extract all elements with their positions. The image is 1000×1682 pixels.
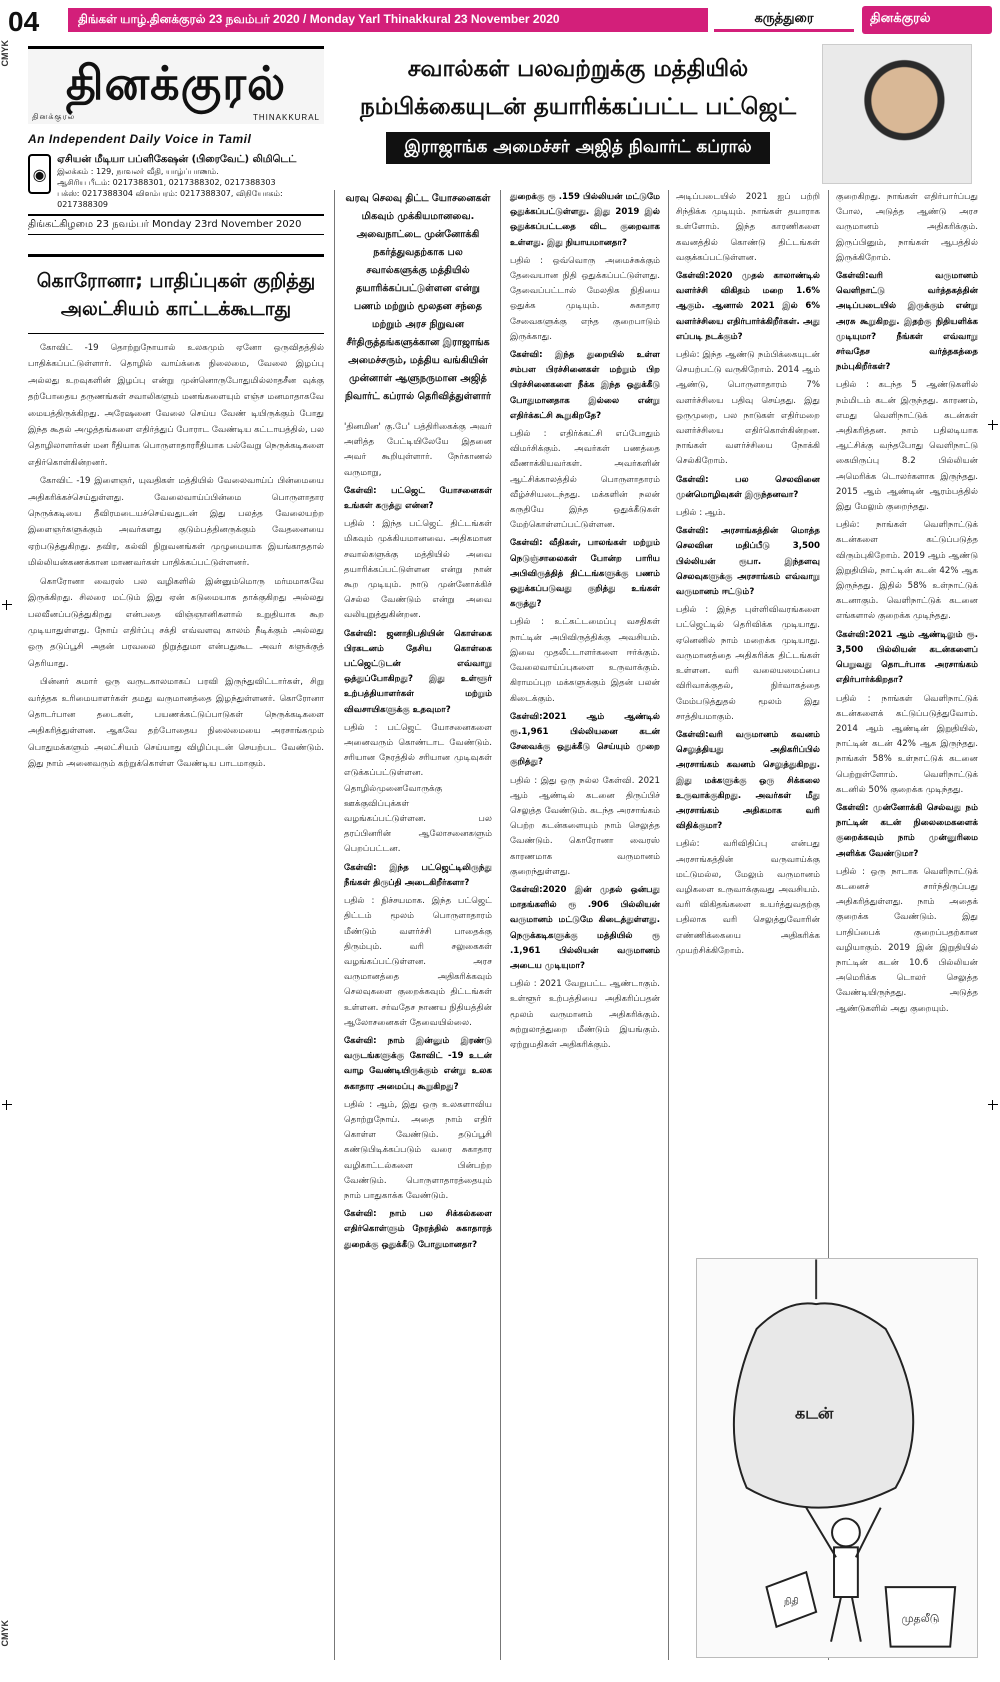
feature-paragraph: பதில் : உட்கட்டமைப்பு வசதிகள் நாட்டின் அபிவிருத்திக்கு அவசியம். இவை முதலீட்டாளர்களை ஈர்க்கும். வேலைவாய்ப்புகளை உருவாக்கும். கிராமப்புற மக்களுக்கும் இதன் பலன் கிடைக்கும். bbox=[510, 617, 660, 704]
masthead-title-latin: THINAKKURAL bbox=[252, 113, 320, 122]
editorial-body bbox=[28, 340, 324, 773]
tagline: An Independent Daily Voice in Tamil bbox=[28, 132, 252, 146]
feature-headline-line1: சவால்கள் பலவற்றுக்கு மத்தியில் bbox=[407, 56, 749, 82]
editorial-paragraph: கோவிட் -19 தொற்றுநோயால் உலகமும் ஏனோ ஒருவிதத்தில் பாதிக்கப்பட்டுள்ளார். தொழில் வாய்க்கை நிலைமை, வேலை இழப்பு அல்லது உறவுகளின் இழப்பு என்று முன்னொருபோதுமில்லாதசீன வுக்கு தற்போதைய தருணங்கள் சவாலிகளும் மனங்களையும் எஞ்ச மனமாதாகவே மையத்திருக்கிறது. அரேஷனை வேலை செய்ய வேண் டியிருக்கும் போது இந்த கூதல் அழுத்தங்களை எதிர்த்துப் போராட வேண்டிய கட்டாயத்தில், பல தொழிலாளர்கள் மன ரீதியாக பொருளாதாரரீதியாக பல்வேறு நெருக்கடிகளை எதிர்கொள்கின்றனர். bbox=[28, 343, 324, 468]
publisher-phone: ஆசிரிய பீடம்: 0217388301, 0217388302, 0217388303 bbox=[57, 178, 276, 187]
feature-question: கேள்வி:2020 இன் முதல் ஒன்பது மாதங்களில் ரூ .906 பில்லியன் வருமானம் மட்டுமே கிடைத்துள்ளது. நெருக்கடிகளுக்கு மத்தியில் ரூ .1,961 பில்லியன் வருமானம் அடைய முடியுமா? bbox=[510, 884, 660, 971]
cartoon-box-label: முதலீடு bbox=[901, 1611, 940, 1625]
publisher-address: இலக்கம் : 129, நாவலர் வீதி, யாழ்ப்பாணம். bbox=[57, 167, 219, 176]
feature-question: கேள்வி: வீதிகள், பாலங்கள் மற்றும் நெடுஞ்சாலைகள் போன்ற பாரிய அபிவிருத்தித் திட்டங்களுக்கு பணம் ஒதுக்கப்படுவது குறித்து உங்கள் கருத்து? bbox=[510, 538, 660, 610]
feature-question: கேள்வி:2021 ஆம் ஆண்டிலும் ரூ. 3,500 பில்லியன் கடன்களைப் பெறுவது தொடர்பாக அரசாங்கம் எதிர்பார்க்கிறதா? bbox=[836, 629, 978, 686]
feature-column-2 bbox=[510, 190, 660, 1056]
editorial-column bbox=[28, 254, 324, 775]
brand-logo: தினக்குரல் bbox=[862, 6, 992, 34]
feature-paragraph: குறைகிறது. நாங்கள் எதிர்பார்ப்பது போல, அடுத்த ஆண்டு அரச வருமானம் அதிகரிக்கும். இருப்பினும், நாங்கள் ஆபத்தில் இருக்கிறோம். bbox=[836, 192, 978, 263]
feature-paragraph: பதில் : கடந்த 5 ஆண்டுகளில் நம்மிடம் கடன் இருந்தது. காரணம், எமது வெளிநாட்டுக் கடன்கள் அதிகரித்தன. நாம் பதிலடியாக ஆட்சிக்கு வந்தபோது வெளிநாட்டு கையிருப்பு 8.2 பில்லியன் அமெரிக்க டொலர்களாக இருந்தது. 2015 ஆம் ஆண்டின் ஆரம்பத்தில் இது மேலும் குறைந்தது. bbox=[836, 380, 978, 513]
feature-question: கேள்வி:வரி வருமானம் வெளிநாட்டு வர்த்தகத்தின் அடிப்படையில் இருக்கும் என்று அரசு கூறுகிறது. இதற்கு நிதியளிக்க முடியுமா? நீங்கள் எவ்வாறு சர்வதேச வர்த்தகத்தை நம்புகிறீர்கள்? bbox=[836, 271, 978, 373]
feature-question: கேள்வி: பட்ஜெட் யோசனைகள் உங்கள் கருத்து என்ன? bbox=[344, 485, 492, 512]
editorial-paragraph: கோவிட் -19 இளைஞர், யுவதிகள் மத்தியில் வேலைவாய்ப் பின்மையை அதிகரிக்கச்செய்துள்ளது. வேலைவாய்ப்பின்மை பொருளாதார நெருக்கடியை தீவிரமடையச்செய்வதுடன் இது பலத்த வேலையற்ற இளைஞர்களுக்கும் அவர்களது குடும்பத்தினருக்கும் வேதனையை ஏற்படுத்துகிறது. தவிர, கல்வி நிறுவனங்கள் முழுமையாக இயங்காததால் மில்லியன்கணக்கான மாணவர்கள் பாதிக்கப்பட்டுள்ளனர். bbox=[28, 476, 324, 569]
cartoon-sack-label: கடன் bbox=[795, 1403, 834, 1423]
feature-question: கேள்வி:வரி வருமானம் கவனம் செலுத்தியது அதிகரிப்பில் அரசாங்கம் கவனம் செலுத்துகிறது. இது மக்களுக்கு ஒரு சிக்கலை உருவாக்குகிறது. அவர்கள் மீது அரசாங்கம் அதிகமாக வரி விதிக்குமா? bbox=[676, 729, 820, 832]
feature-question: கேள்வி: இந்த பட்ஜெட்டிலிருந்து நீங்கள் திருப்தி அடைகிறீர்களா? bbox=[344, 862, 492, 888]
feature-question: கேள்வி: பல செலவினை முன்மொழிவுகள் இருந்தனவா? bbox=[676, 474, 820, 500]
minister-photo bbox=[822, 44, 972, 184]
feature-paragraph: பதில் : எதிர்க்கட்சி எப்போதும் விமர்சிக்கும். அவர்கள் பணத்தை வீணாக்கியவர்கள். அவர்களின் ஆட்சிக்காலத்தில் பொருளாதாரம் வீழ்ச்சியடைந்தது. மக்களின் நலன் கருதியே இந்த ஒதுக்கீடுகள் மேற்கொள்ளப்பட்டுள்ளன. bbox=[510, 429, 660, 531]
registration-mark bbox=[2, 600, 12, 610]
editorial-headline: கொரோனா; பாதிப்புகள் குறித்து அலட்சியம் காட்டக்கூடாது bbox=[28, 254, 324, 334]
feature-headline-line2: நம்பிக்கையுடன் தயாரிக்கப்பட்ட பட்ஜெட் bbox=[359, 94, 797, 120]
masthead-title: தினக்குரல் bbox=[65, 56, 287, 110]
cmyk-mark-bottom: CMYK bbox=[0, 1620, 10, 1647]
masthead-date: திங்கட்கிழமை 23 நவம்பர் Monday 23rd November 2020 bbox=[28, 214, 324, 235]
date-line: திங்கள் யாழ்.தினக்குரல் 23 நவம்பர் 2020 / Monday Yarl Thinakkural 23 November 2020 bbox=[68, 8, 708, 32]
feature-paragraph: பதில் : இது ஒரு நல்ல கேள்வி. 2021 ஆம் ஆண்டில் கடனை திருப்பிச் செலுத்த வேண்டும். கடந்த அரசாங்கம் பெற்ற கடன்களையும் நாம் செலுத்த வேண்டும். கொரோனா வைரஸ் காரணமாக வருமானம் குறைந்துள்ளது. bbox=[510, 775, 660, 877]
editorial-paragraph: கொரோனா வைரஸ் பல வழிகளில் இன்னும்மொரு மர்மமாகவே இருக்கிறது. சிலரை மட்டும் இது ஏன் கடுமையாக தாக்குகிறது அல்லது பலவீனப்படுத்துகிறது என்பதை விஞ்ஞானிகளால் உறுதியாக கூற முடியாதுள்ளது. நோய் எதிர்ப்பு சக்தி எவ்வளவு காலம் நீடிக்கும் அல்லது ஒரு தடுப்பூசி அதன் பரவலை நிறுத்துமா என்பதுகூட அவர் களுக்குத் தெரியாது. bbox=[28, 576, 324, 669]
masthead-logo bbox=[28, 46, 324, 124]
feature-column-4 bbox=[836, 190, 978, 1020]
feature-paragraph: பதில்: இந்த ஆண்டு நம்பிக்கையுடன் செயற்பட்டு வருகிறோம். 2014 ஆம் ஆண்டு, பொருளாதாரம் 7% வளர்ச்சியை பதிவு செய்தது. இது ஒருமுறை, பல நாடுகள் எதிர்மறை வளர்ச்சியை எதிர்கொள்கின்றன. நாங்கள் வளர்ச்சியை நோக்கி செல்கிறோம். bbox=[676, 350, 820, 467]
feature-paragraph: பதில் : ஆம். bbox=[676, 508, 726, 519]
feature-paragraph: பதில் : நாங்கள் வெளிநாட்டுக் கடன்களைக் கட்டுப்படுத்துவோம். 2014 ஆம் ஆண்டின் இறுதியில், நாட்டின் கடன் 42% ஆக இருந்தது. நாங்கள் 58% உள்நாட்டுக் கடனை பெற்றுள்ளோம். வெளிநாட்டுக் கடனில் 50% குறைக்க முடிந்தது. bbox=[836, 693, 978, 795]
masthead bbox=[28, 46, 324, 235]
feature-paragraph: பதில் : இந்த புள்ளிவிவரங்களை பட்ஜெட்டில் தெரிவிக்க முடியாது. ஏனெனில் நாம் மறைக்க முடியாது. வருமானத்தை அதிகரிக்க திட்டங்கள் உள்ளன. வரி வலையமைப்பை விரிவாக்குதல், நிர்வாகத்தை மேம்படுத்துதல் மூலம் இது சாத்தியமாகும். bbox=[676, 605, 820, 722]
feature-paragraph: பதில்: வரிவிதிப்பு என்பது அரசாங்கத்தின் வருவாய்க்கு மட்டுமல்ல, மேலும் வருமானம் வழிகளை உருவாக்குவது அவசியம். வரி விகிதங்களை உயர்த்துவதற்கு பதிலாக வரி செலுத்துவோரின் எண்ணிக்கையை அதிகரிக்க முயற்சிக்கிறோம். bbox=[676, 839, 820, 956]
feature-question: கேள்வி:2020 முதல் காலாண்டில் வளர்ச்சி விகிதம் மறை 1.6% ஆகும். ஆனால் 2021 இல் 6% வளர்ச்சியை எதிர்பார்க்கிறீர்கள். அது எப்படி நடக்கும்? bbox=[676, 271, 820, 342]
feature-paragraph: பதில் : ஒவ்வொரு அமைச்சுக்கும் தேவையான நிதி ஒதுக்கப்பட்டுள்ளது. தேவைப்பட்டால் மேலதிக நிதியை ஒதுக்க முடியும். சுகாதார சேவைகளுக்கு எந்த குறைபாடும் இருக்காது. bbox=[510, 255, 660, 342]
feature-paragraph: 'தினமின' கு.பே' பத்திரிகைக்கு அவர் அளித்த பேட்டியிலேயே இதனை அவர் கூறியுள்ளார். நேர்காணல் வருமாறு, bbox=[344, 422, 492, 478]
feature-question: கேள்வி: நாம் பல சிக்கல்களை எதிர்கொள்ளும் நேரத்தில் சுகாதாரத் துறைக்கு ஒதுக்கீடு போதுமானதா? bbox=[344, 1209, 492, 1250]
column-divider bbox=[668, 190, 669, 1660]
cartoon-drawing bbox=[697, 1259, 977, 1657]
feature-question: கேள்வி: முன்னோக்கி செல்வது நம் நாட்டின் கடன் நிலைமைகளைக் குறைக்கவும் நாம் முன்னுரிமை அளிக்க வேண்டுமா? bbox=[836, 802, 978, 859]
registration-mark bbox=[988, 420, 998, 430]
page-header bbox=[0, 0, 1000, 40]
feature-paragraph: பதில்: நாங்கள் வெளிநாட்டுக் கடன்களை கட்டுப்படுத்த விரும்புகிறோம். 2019 ஆம் ஆண்டு இறுதியில், நாட்டின் கடன் 42% ஆக இருந்தது. இதில் 58% உள்நாட்டுக் கடனாகும். வெளிநாட்டுக் கடனை எங்களால் குறைக்க முடிந்தது. bbox=[836, 520, 978, 622]
publisher-block bbox=[28, 154, 324, 210]
feature-byline: இராஜாங்க அமைச்சர் அஜித் நிவார்ட் கப்ரால் bbox=[386, 132, 769, 164]
feature-question: கேள்வி: ஜனாதிபதியின் கொள்கை பிரகடனம் தேசிய கொள்கை பட்ஜெட்டுடன் எவ்வாறு ஒத்துப்போகிறது? இது உள்ளூர் உற்பத்தியாளர்கள் மற்றும் விவசாயிகளுக்கு உதவுமா? bbox=[344, 628, 492, 715]
publisher-name: ஏசியன் மீடியா பப்ளிகேஷன் (பிரைவேட்) லிமிடெட் bbox=[57, 154, 297, 165]
feature-paragraph: பதில் : ஆம், இது ஒரு உலகளாவிய தொற்றுநோய். அதை நாம் எதிர் கொள்ள வேண்டும். தடுப்பூசி கண்டுபிடிக்கப்படும் வரை சுகாதார வழிகாட்டல்களை பின்பற்ற வேண்டும். பொருளாதாரத்தையும் நாம் பாதுகாக்க வேண்டும். bbox=[344, 1099, 492, 1201]
feature-question: துறைக்கு ரூ .159 பில்லியன் மட்டுமே ஒதுக்கப்பட்டுள்ளது. இது 2019 இல் ஒதுக்கப்பட்டதை விட குறைவாக உள்ளது. இது நியாயமானதா? bbox=[510, 192, 660, 248]
editorial-paragraph: பின்னர் சுமார் ஒரு வருடகாலமாகப் பரவி இருந்துவிட்டார்கள், சிறு வர்த்தக உரிமையாளர்கள் தமது வருமானத்தை இழந்துள்ளனர். கொரோனா தொடர்பான தடைகள், பயணக்கட்டுப்பாடுகள் நெருக்கடிகளை அதிகரித்துள்ளன. ஆகவே தற்போதைய நிலைமையை அரசாங்கமும் பொதுமக்களும் அலட்சியம் செய்யாது விழிப்புடன் செயற்பட வேண்டும். இது நாம் அனைவரும் கற்றுக்கொள்ள வேண்டிய பாடமாகும். bbox=[28, 677, 324, 770]
feature-paragraph: பதில் : 2021 வேறுபட்ட ஆண்டாகும். உள்ளூர் உற்பத்தியை அதிகரிப்பதன் மூலம் வருமானம் அதிகரிக்கும். சுற்றுலாத்துறை மீண்டும் இயங்கும். ஏற்றுமதிகள் அதிகரிக்கும். bbox=[510, 979, 660, 1050]
feature-paragraph: பதில் : ஒரு நாடாக வெளிநாட்டுக் கடனைச் சார்ந்திருப்பது அதிகரித்துள்ளது. நாம் அதைக் குறைக்க வேண்டும். இது பாதிப்பைக் குறைப்பதற்கான வழியாகும். 2019 இன் இறுதியில் நாட்டின் கடன் 10.6 பில்லியன் அமெரிக்க டொலர் செலுத்த வேண்டியிருந்தது. அடுத்த ஆண்டுகளில் அது குறையும். bbox=[836, 866, 978, 1014]
column-divider bbox=[500, 190, 501, 1660]
feature-headline-block bbox=[344, 50, 812, 164]
page-number: 04 bbox=[8, 6, 40, 37]
publisher-logo-icon: ◉ bbox=[28, 154, 51, 194]
editorial-cartoon bbox=[696, 1258, 978, 1658]
registration-mark bbox=[988, 1100, 998, 1110]
feature-question: கேள்வி: நாம் இன்னும் இரண்டு வருடங்களுக்கு கோவிட் -19 உடன் வாழ வேண்டியிருக்கும் என்று உலக சுகாதார அமைப்பு கூறுகிறது? bbox=[344, 1035, 492, 1092]
feature-question: கேள்வி: அரசாங்கத்தின் மொத்த செலவின மதிப்பீடு 3,500 பில்லியன் ரூபா. இந்தளவு செலவுகளுக்கு அரசாங்கம் எவ்வாறு வருமானம் ஈட்டும்? bbox=[676, 526, 820, 598]
cmyk-mark-top: CMYK bbox=[0, 40, 10, 67]
cartoon-bag-label: நிதி bbox=[783, 1596, 799, 1607]
section-label: கருத்துரை bbox=[714, 8, 854, 32]
feature-column-3 bbox=[676, 190, 820, 962]
feature-question: கேள்வி: இந்த துறையில் உள்ள சம்பள பிரச்சினைகள் மற்றும் பிற பிரச்சினைகளை நீக்க இந்த ஒதுக்கீடு போதுமானதாக இல்லை என்று எதிர்க்கட்சி கூறுகிறதே? bbox=[510, 350, 660, 421]
column-divider bbox=[334, 190, 335, 1660]
feature-intro: வரவு செலவு திட்ட யோசனைகள் மிகவும் முக்கியமானவை. அவைநாட்டை முன்னோக்கி நகர்த்துவதற்காக பல சவால்களுக்கு மத்தியில் தயாரிக்கப்பட்டுள்ளன என்று பணம் மற்றும் மூலதன சந்தை மற்றும் அரச நிறுவன சீர்திருத்தங்களுக்கான இராஜாங்க அமைச்சரும், மத்திய வங்கியின் முன்னாள் ஆளுநருமான அஜித் நிவார்ட் கப்ரால் தெரிவித்துள்ளார் bbox=[344, 193, 492, 402]
feature-paragraph: பதில் : நிச்சயமாக. இந்த பட்ஜெட் திட்டம் மூலம் பொருளாதாரம் மீண்டும் வளர்ச்சி பாதைக்கு திரும்பும். வரி சலுகைகள் வழங்கப்பட்டுள்ளன. அரச வருமானத்தை அதிகரிக்கவும் செலவுகளை குறைக்கவும் திட்டங்கள் உள்ளன. சர்வதேச நாணய நிதியத்தின் ஆலோசனைகள் தேவையில்லை. bbox=[344, 896, 492, 1028]
feature-question: கேள்வி:2021 ஆம் ஆண்டில் ரூ.1,961 பில்லியனை கடன் சேவைக்கு ஒதுக்கீடு செய்யும் முறை குறித்து? bbox=[510, 711, 660, 768]
feature-paragraph: பதில் : இந்த பட்ஜெட் திட்டங்கள் மிகவும் முக்கியமானவை. அதிகமான சவால்களுக்கு மத்தியில் அவை தயாரிக்கப்பட்டுள்ளன என்று நான் கூற முடியும். நாடு முன்னோக்கிச் செல்ல வேண்டும் என்று அவை வலியுறுத்துகின்றன. bbox=[344, 519, 492, 621]
registration-mark bbox=[2, 1100, 12, 1110]
feature-column-1 bbox=[344, 420, 492, 1256]
feature-paragraph: பதில் : பட்ஜெட் யோசனைகளை அனைவரும் கொண்டாட வேண்டும். சரியான நேரத்தில் சரியான முடிவுகள் எடுக்கப்பட்டுள்ளன. தொழில்முனைவோருக்கு ஊக்குவிப்புக்கள் வழங்கப்பட்டுள்ளன. பல தரப்பினரின் ஆலோசனைகளும் பெறப்பட்டன. bbox=[344, 722, 492, 855]
masthead-title-sub: தினக்குரல் bbox=[32, 112, 76, 121]
publisher-fax: பக்ஸ்: 0217388304 விளம்பரம்: 0217388307, விநியோகம்: 0217388309 bbox=[57, 189, 283, 209]
feature-paragraph: அடிப்படையில் 2021 ஐப் பற்றி சிந்திக்க முடியும். நாங்கள் தயாராக உள்ளோம். இந்த காரணிகளை கவனத்தில் கொண்டு திட்டங்கள் வகுக்கப்பட்டுள்ளன. bbox=[676, 192, 820, 263]
